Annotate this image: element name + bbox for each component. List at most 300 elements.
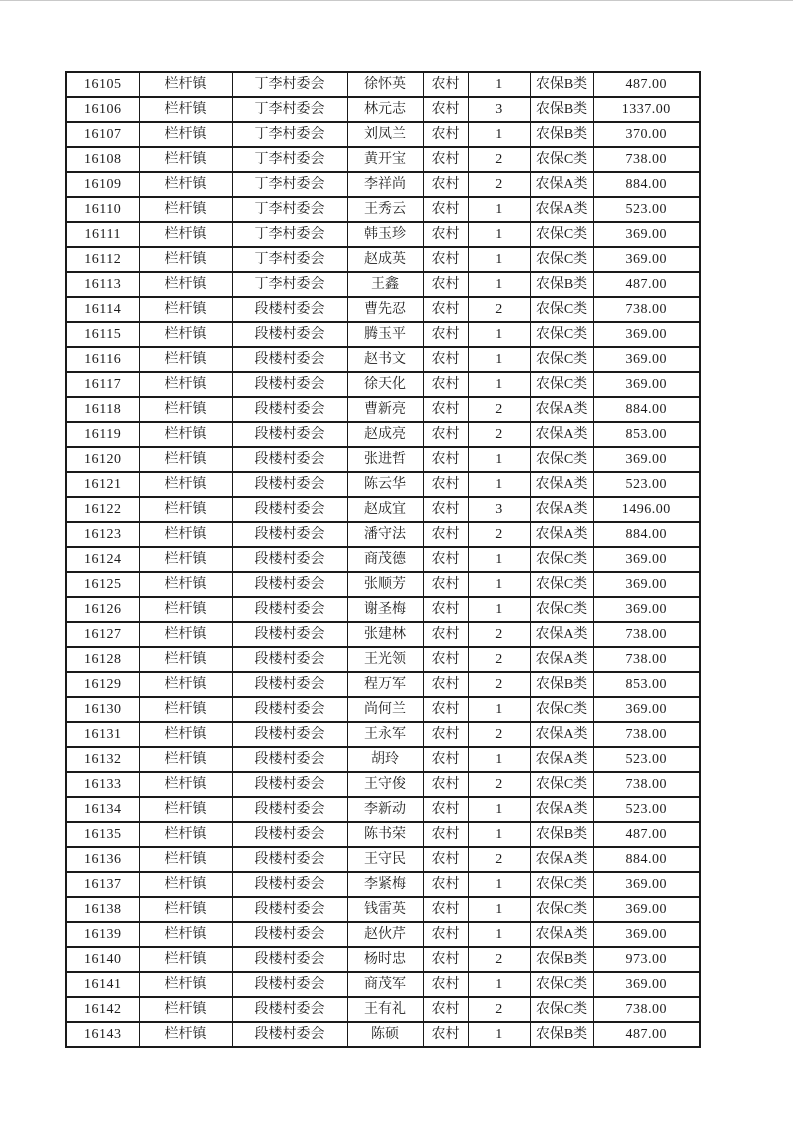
- cell-residence: 农村: [423, 797, 468, 822]
- cell-serial: 16134: [66, 797, 139, 822]
- table-row: [66, 547, 700, 572]
- table-row: [66, 872, 700, 897]
- cell-amount: 369.00: [593, 547, 700, 572]
- cell-category: 农保C类: [530, 147, 593, 172]
- cell-count: 1: [468, 347, 530, 372]
- table-row: [66, 372, 700, 397]
- cell-amount: 369.00: [593, 872, 700, 897]
- cell-residence: 农村: [423, 122, 468, 147]
- cell-count: 2: [468, 622, 530, 647]
- cell-village: 段楼村委会: [232, 997, 347, 1022]
- cell-amount: 523.00: [593, 747, 700, 772]
- cell-name: 赵成亮: [347, 422, 423, 447]
- cell-serial: 16107: [66, 122, 139, 147]
- cell-count: 1: [468, 572, 530, 597]
- cell-residence: 农村: [423, 647, 468, 672]
- table-row: [66, 647, 700, 672]
- table-row: [66, 422, 700, 447]
- cell-count: 1: [468, 122, 530, 147]
- records-table-body: [66, 72, 700, 1047]
- cell-category: 农保A类: [530, 747, 593, 772]
- cell-town: 栏杆镇: [139, 497, 232, 522]
- cell-count: 2: [468, 422, 530, 447]
- cell-village: 段楼村委会: [232, 897, 347, 922]
- cell-count: 2: [468, 947, 530, 972]
- cell-category: 农保C类: [530, 447, 593, 472]
- cell-count: 2: [468, 522, 530, 547]
- cell-town: 栏杆镇: [139, 822, 232, 847]
- cell-category: 农保C类: [530, 997, 593, 1022]
- cell-count: 2: [468, 772, 530, 797]
- cell-village: 段楼村委会: [232, 822, 347, 847]
- cell-serial: 16137: [66, 872, 139, 897]
- cell-amount: 884.00: [593, 847, 700, 872]
- cell-town: 栏杆镇: [139, 72, 232, 97]
- cell-residence: 农村: [423, 222, 468, 247]
- cell-town: 栏杆镇: [139, 547, 232, 572]
- cell-amount: 369.00: [593, 697, 700, 722]
- cell-name: 张进哲: [347, 447, 423, 472]
- cell-category: 农保B类: [530, 272, 593, 297]
- table-row: [66, 197, 700, 222]
- cell-count: 2: [468, 147, 530, 172]
- cell-category: 农保A类: [530, 422, 593, 447]
- table-row: [66, 397, 700, 422]
- table-row: [66, 247, 700, 272]
- cell-village: 段楼村委会: [232, 597, 347, 622]
- cell-amount: 369.00: [593, 897, 700, 922]
- cell-amount: 369.00: [593, 972, 700, 997]
- cell-amount: 738.00: [593, 647, 700, 672]
- cell-amount: 853.00: [593, 422, 700, 447]
- cell-residence: 农村: [423, 697, 468, 722]
- cell-count: 1: [468, 922, 530, 947]
- cell-name: 张顺芳: [347, 572, 423, 597]
- table-row: [66, 597, 700, 622]
- cell-category: 农保A类: [530, 522, 593, 547]
- cell-town: 栏杆镇: [139, 572, 232, 597]
- table-row: [66, 747, 700, 772]
- cell-serial: 16116: [66, 347, 139, 372]
- cell-town: 栏杆镇: [139, 197, 232, 222]
- cell-amount: 487.00: [593, 822, 700, 847]
- cell-amount: 369.00: [593, 597, 700, 622]
- cell-count: 3: [468, 97, 530, 122]
- cell-name: 陈硕: [347, 1022, 423, 1047]
- cell-residence: 农村: [423, 672, 468, 697]
- cell-residence: 农村: [423, 197, 468, 222]
- table-row: [66, 1022, 700, 1047]
- cell-village: 段楼村委会: [232, 422, 347, 447]
- cell-name: 陈书荣: [347, 822, 423, 847]
- table-row: [66, 772, 700, 797]
- cell-serial: 16105: [66, 72, 139, 97]
- cell-amount: 369.00: [593, 347, 700, 372]
- cell-residence: 农村: [423, 447, 468, 472]
- cell-town: 栏杆镇: [139, 347, 232, 372]
- cell-town: 栏杆镇: [139, 622, 232, 647]
- cell-name: 商茂军: [347, 972, 423, 997]
- cell-serial: 16143: [66, 1022, 139, 1047]
- cell-amount: 853.00: [593, 672, 700, 697]
- cell-town: 栏杆镇: [139, 472, 232, 497]
- cell-name: 王守民: [347, 847, 423, 872]
- cell-village: 丁李村委会: [232, 222, 347, 247]
- cell-amount: 884.00: [593, 397, 700, 422]
- cell-category: 农保C类: [530, 547, 593, 572]
- cell-serial: 16130: [66, 697, 139, 722]
- cell-village: 丁李村委会: [232, 97, 347, 122]
- cell-category: 农保B类: [530, 1022, 593, 1047]
- cell-serial: 16113: [66, 272, 139, 297]
- cell-name: 程万军: [347, 672, 423, 697]
- cell-town: 栏杆镇: [139, 522, 232, 547]
- scan-edge-artifact: [0, 0, 793, 1]
- table-row: [66, 522, 700, 547]
- cell-count: 1: [468, 597, 530, 622]
- cell-village: 段楼村委会: [232, 797, 347, 822]
- table-row: [66, 722, 700, 747]
- cell-town: 栏杆镇: [139, 322, 232, 347]
- cell-residence: 农村: [423, 772, 468, 797]
- cell-serial: 16140: [66, 947, 139, 972]
- cell-residence: 农村: [423, 597, 468, 622]
- cell-category: 农保A类: [530, 172, 593, 197]
- cell-name: 曹先忍: [347, 297, 423, 322]
- cell-category: 农保C类: [530, 372, 593, 397]
- cell-count: 1: [468, 872, 530, 897]
- cell-village: 段楼村委会: [232, 497, 347, 522]
- cell-amount: 738.00: [593, 622, 700, 647]
- table-row: [66, 672, 700, 697]
- cell-town: 栏杆镇: [139, 222, 232, 247]
- cell-serial: 16115: [66, 322, 139, 347]
- cell-village: 段楼村委会: [232, 322, 347, 347]
- cell-serial: 16124: [66, 547, 139, 572]
- cell-amount: 369.00: [593, 322, 700, 347]
- cell-category: 农保C类: [530, 772, 593, 797]
- cell-serial: 16131: [66, 722, 139, 747]
- table-row: [66, 72, 700, 97]
- cell-town: 栏杆镇: [139, 847, 232, 872]
- cell-category: 农保C类: [530, 697, 593, 722]
- cell-name: 赵成宜: [347, 497, 423, 522]
- cell-count: 1: [468, 322, 530, 347]
- cell-town: 栏杆镇: [139, 872, 232, 897]
- cell-town: 栏杆镇: [139, 772, 232, 797]
- cell-town: 栏杆镇: [139, 172, 232, 197]
- cell-amount: 369.00: [593, 222, 700, 247]
- cell-serial: 16133: [66, 772, 139, 797]
- cell-amount: 487.00: [593, 272, 700, 297]
- table-row: [66, 997, 700, 1022]
- cell-village: 丁李村委会: [232, 172, 347, 197]
- cell-serial: 16120: [66, 447, 139, 472]
- cell-residence: 农村: [423, 997, 468, 1022]
- cell-category: 农保B类: [530, 97, 593, 122]
- cell-town: 栏杆镇: [139, 672, 232, 697]
- cell-town: 栏杆镇: [139, 947, 232, 972]
- table-row: [66, 322, 700, 347]
- cell-count: 2: [468, 672, 530, 697]
- cell-residence: 农村: [423, 172, 468, 197]
- cell-count: 1: [468, 797, 530, 822]
- cell-count: 1: [468, 197, 530, 222]
- cell-residence: 农村: [423, 272, 468, 297]
- cell-count: 3: [468, 497, 530, 522]
- cell-residence: 农村: [423, 822, 468, 847]
- cell-serial: 16142: [66, 997, 139, 1022]
- cell-residence: 农村: [423, 497, 468, 522]
- cell-town: 栏杆镇: [139, 697, 232, 722]
- table-row: [66, 297, 700, 322]
- cell-name: 尚何兰: [347, 697, 423, 722]
- cell-town: 栏杆镇: [139, 397, 232, 422]
- cell-category: 农保C类: [530, 247, 593, 272]
- cell-residence: 农村: [423, 972, 468, 997]
- cell-serial: 16106: [66, 97, 139, 122]
- cell-residence: 农村: [423, 1022, 468, 1047]
- cell-amount: 738.00: [593, 722, 700, 747]
- cell-residence: 农村: [423, 947, 468, 972]
- cell-residence: 农村: [423, 97, 468, 122]
- cell-village: 段楼村委会: [232, 622, 347, 647]
- cell-village: 段楼村委会: [232, 547, 347, 572]
- cell-category: 农保C类: [530, 222, 593, 247]
- cell-amount: 738.00: [593, 297, 700, 322]
- cell-name: 曹新亮: [347, 397, 423, 422]
- cell-amount: 884.00: [593, 522, 700, 547]
- cell-village: 段楼村委会: [232, 922, 347, 947]
- cell-count: 1: [468, 1022, 530, 1047]
- cell-count: 2: [468, 722, 530, 747]
- cell-town: 栏杆镇: [139, 447, 232, 472]
- table-sheet: [65, 71, 701, 1048]
- cell-residence: 农村: [423, 897, 468, 922]
- cell-category: 农保A类: [530, 622, 593, 647]
- cell-name: 钱雷英: [347, 897, 423, 922]
- payment-register-table: [65, 71, 701, 1048]
- cell-category: 农保A类: [530, 722, 593, 747]
- table-row: [66, 122, 700, 147]
- cell-amount: 369.00: [593, 572, 700, 597]
- cell-count: 1: [468, 72, 530, 97]
- cell-town: 栏杆镇: [139, 97, 232, 122]
- cell-village: 段楼村委会: [232, 722, 347, 747]
- cell-town: 栏杆镇: [139, 647, 232, 672]
- cell-serial: 16136: [66, 847, 139, 872]
- cell-amount: 369.00: [593, 247, 700, 272]
- cell-name: 李紧梅: [347, 872, 423, 897]
- cell-amount: 738.00: [593, 147, 700, 172]
- cell-name: 王鑫: [347, 272, 423, 297]
- cell-count: 1: [468, 747, 530, 772]
- cell-count: 1: [468, 447, 530, 472]
- cell-village: 段楼村委会: [232, 747, 347, 772]
- cell-residence: 农村: [423, 472, 468, 497]
- cell-village: 段楼村委会: [232, 472, 347, 497]
- cell-category: 农保C类: [530, 972, 593, 997]
- cell-village: 段楼村委会: [232, 1022, 347, 1047]
- table-row: [66, 347, 700, 372]
- table-row: [66, 147, 700, 172]
- cell-count: 1: [468, 472, 530, 497]
- cell-category: 农保B类: [530, 72, 593, 97]
- cell-amount: 487.00: [593, 1022, 700, 1047]
- cell-village: 段楼村委会: [232, 947, 347, 972]
- cell-category: 农保C类: [530, 872, 593, 897]
- cell-category: 农保C类: [530, 572, 593, 597]
- cell-village: 段楼村委会: [232, 572, 347, 597]
- cell-serial: 16121: [66, 472, 139, 497]
- cell-name: 张建林: [347, 622, 423, 647]
- cell-category: 农保B类: [530, 947, 593, 972]
- cell-village: 段楼村委会: [232, 972, 347, 997]
- cell-category: 农保A类: [530, 397, 593, 422]
- cell-name: 王有礼: [347, 997, 423, 1022]
- cell-village: 丁李村委会: [232, 72, 347, 97]
- cell-village: 段楼村委会: [232, 297, 347, 322]
- cell-village: 丁李村委会: [232, 247, 347, 272]
- cell-serial: 16138: [66, 897, 139, 922]
- cell-serial: 16135: [66, 822, 139, 847]
- cell-name: 杨时忠: [347, 947, 423, 972]
- cell-residence: 农村: [423, 297, 468, 322]
- cell-town: 栏杆镇: [139, 597, 232, 622]
- cell-residence: 农村: [423, 247, 468, 272]
- cell-category: 农保B类: [530, 122, 593, 147]
- cell-category: 农保C类: [530, 322, 593, 347]
- cell-residence: 农村: [423, 147, 468, 172]
- cell-amount: 884.00: [593, 172, 700, 197]
- cell-serial: 16139: [66, 922, 139, 947]
- cell-residence: 农村: [423, 872, 468, 897]
- cell-amount: 1337.00: [593, 97, 700, 122]
- cell-amount: 523.00: [593, 472, 700, 497]
- cell-name: 陈云华: [347, 472, 423, 497]
- cell-category: 农保A类: [530, 797, 593, 822]
- cell-town: 栏杆镇: [139, 747, 232, 772]
- cell-name: 王永军: [347, 722, 423, 747]
- cell-name: 李新动: [347, 797, 423, 822]
- cell-village: 丁李村委会: [232, 147, 347, 172]
- cell-category: 农保C类: [530, 897, 593, 922]
- cell-residence: 农村: [423, 747, 468, 772]
- cell-residence: 农村: [423, 722, 468, 747]
- cell-village: 段楼村委会: [232, 347, 347, 372]
- cell-amount: 523.00: [593, 797, 700, 822]
- table-row: [66, 822, 700, 847]
- cell-category: 农保A类: [530, 647, 593, 672]
- cell-name: 潘守法: [347, 522, 423, 547]
- cell-village: 段楼村委会: [232, 872, 347, 897]
- cell-name: 刘凤兰: [347, 122, 423, 147]
- cell-name: 腾玉平: [347, 322, 423, 347]
- table-row: [66, 472, 700, 497]
- cell-town: 栏杆镇: [139, 997, 232, 1022]
- cell-town: 栏杆镇: [139, 897, 232, 922]
- cell-town: 栏杆镇: [139, 147, 232, 172]
- table-row: [66, 572, 700, 597]
- cell-town: 栏杆镇: [139, 922, 232, 947]
- cell-category: 农保A类: [530, 847, 593, 872]
- cell-amount: 370.00: [593, 122, 700, 147]
- cell-village: 段楼村委会: [232, 397, 347, 422]
- cell-count: 1: [468, 272, 530, 297]
- cell-count: 1: [468, 697, 530, 722]
- cell-name: 赵成英: [347, 247, 423, 272]
- cell-serial: 16141: [66, 972, 139, 997]
- cell-count: 2: [468, 397, 530, 422]
- cell-name: 林元志: [347, 97, 423, 122]
- cell-category: 农保B类: [530, 672, 593, 697]
- cell-serial: 16125: [66, 572, 139, 597]
- cell-count: 1: [468, 222, 530, 247]
- table-row: [66, 97, 700, 122]
- cell-serial: 16110: [66, 197, 139, 222]
- cell-town: 栏杆镇: [139, 272, 232, 297]
- cell-village: 丁李村委会: [232, 122, 347, 147]
- cell-village: 丁李村委会: [232, 197, 347, 222]
- cell-name: 李祥尚: [347, 172, 423, 197]
- cell-village: 段楼村委会: [232, 647, 347, 672]
- table-row: [66, 947, 700, 972]
- cell-residence: 农村: [423, 922, 468, 947]
- cell-name: 王守俊: [347, 772, 423, 797]
- cell-residence: 农村: [423, 422, 468, 447]
- cell-serial: 16119: [66, 422, 139, 447]
- cell-village: 段楼村委会: [232, 697, 347, 722]
- cell-name: 黄开宝: [347, 147, 423, 172]
- cell-serial: 16123: [66, 522, 139, 547]
- cell-village: 丁李村委会: [232, 272, 347, 297]
- table-row: [66, 922, 700, 947]
- cell-category: 农保A类: [530, 472, 593, 497]
- table-row: [66, 497, 700, 522]
- table-row: [66, 897, 700, 922]
- cell-serial: 16109: [66, 172, 139, 197]
- cell-town: 栏杆镇: [139, 797, 232, 822]
- cell-count: 2: [468, 172, 530, 197]
- cell-residence: 农村: [423, 397, 468, 422]
- cell-residence: 农村: [423, 572, 468, 597]
- cell-serial: 16128: [66, 647, 139, 672]
- cell-town: 栏杆镇: [139, 372, 232, 397]
- table-row: [66, 697, 700, 722]
- cell-category: 农保A类: [530, 497, 593, 522]
- cell-serial: 16129: [66, 672, 139, 697]
- cell-serial: 16111: [66, 222, 139, 247]
- cell-amount: 369.00: [593, 447, 700, 472]
- cell-name: 王秀云: [347, 197, 423, 222]
- cell-village: 段楼村委会: [232, 672, 347, 697]
- cell-category: 农保C类: [530, 297, 593, 322]
- cell-residence: 农村: [423, 72, 468, 97]
- table-row: [66, 622, 700, 647]
- table-row: [66, 272, 700, 297]
- cell-count: 2: [468, 997, 530, 1022]
- cell-residence: 农村: [423, 847, 468, 872]
- cell-serial: 16126: [66, 597, 139, 622]
- cell-residence: 农村: [423, 322, 468, 347]
- cell-category: 农保A类: [530, 922, 593, 947]
- cell-village: 段楼村委会: [232, 772, 347, 797]
- cell-category: 农保C类: [530, 347, 593, 372]
- cell-name: 胡玲: [347, 747, 423, 772]
- cell-name: 赵书文: [347, 347, 423, 372]
- cell-count: 2: [468, 297, 530, 322]
- cell-serial: 16117: [66, 372, 139, 397]
